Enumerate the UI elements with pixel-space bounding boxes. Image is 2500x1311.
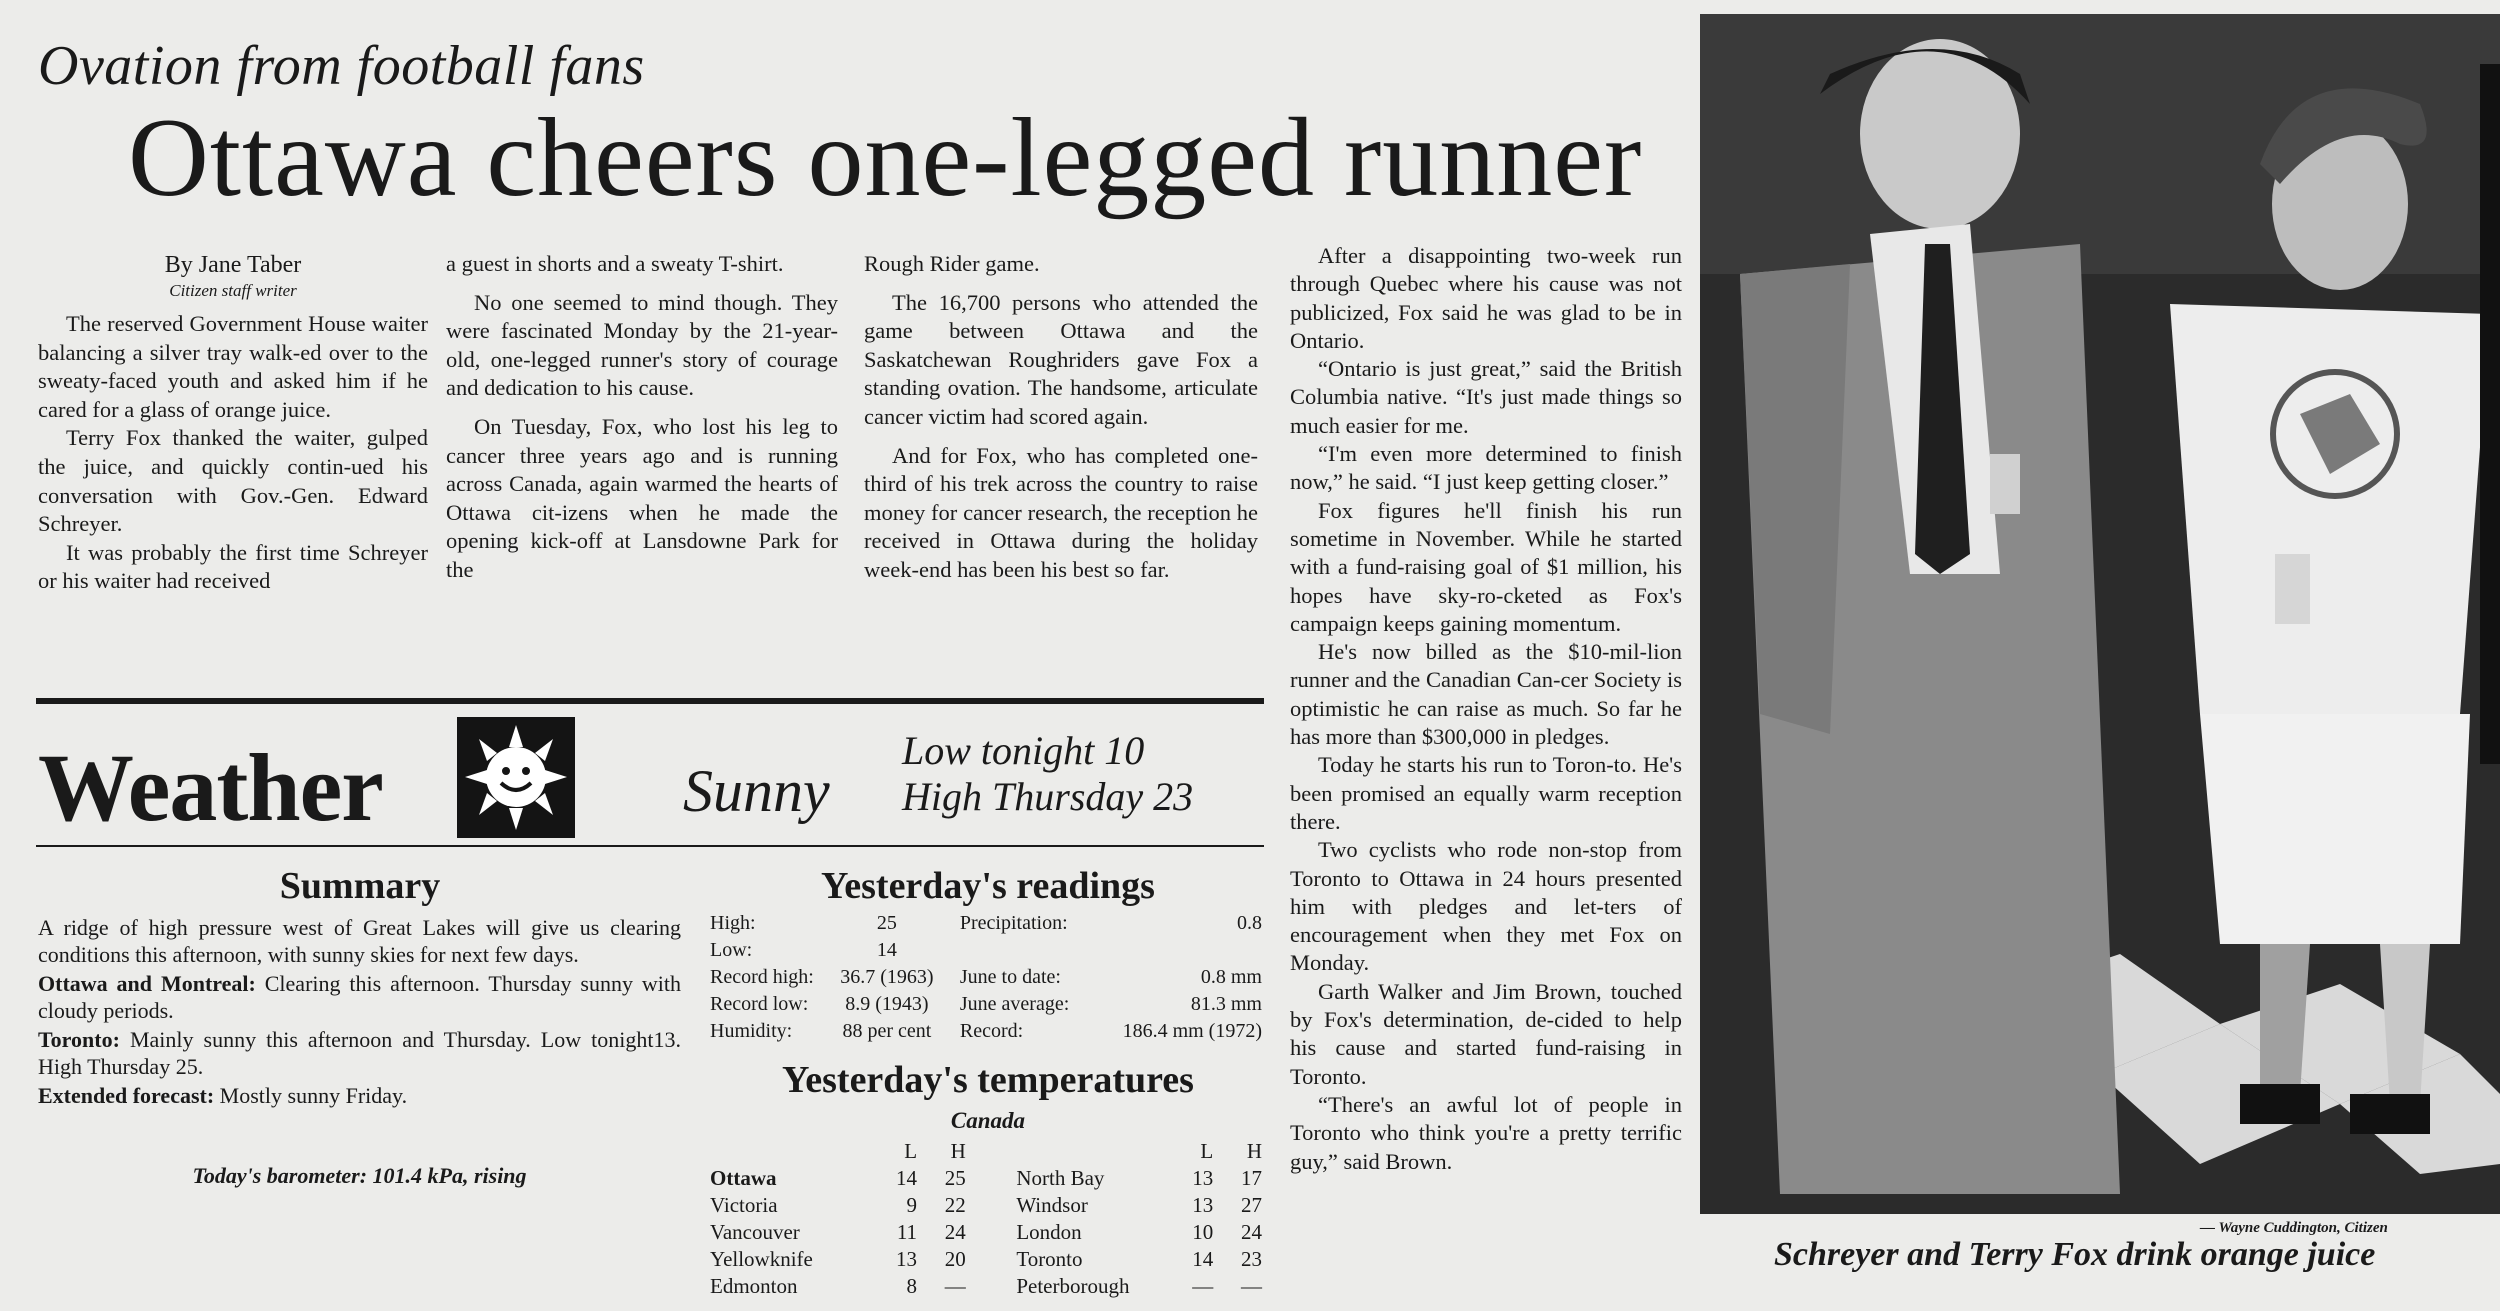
table-row [706, 1246, 1266, 1273]
high-temp: 17 [1241, 1166, 1262, 1190]
paragraph: Today he starts his run to Toron-to. He's been promised an equally warm reception there. [1290, 752, 1682, 834]
sun-icon [457, 717, 575, 838]
high-temp: 22 [944, 1193, 966, 1217]
readings-table [706, 910, 1266, 1045]
city: Vancouver [710, 1220, 800, 1244]
reading-label: Record high: [710, 966, 814, 988]
reading-label: Record: [959, 1020, 1024, 1042]
col-high-header: H [950, 1139, 966, 1163]
low-temp: — [1192, 1274, 1214, 1298]
summary [38, 914, 681, 1111]
paragraph: On Tuesday, Fox, who lost his leg to cancer three years ago and is running across Canada, again warmed the hearts of Ottawa cit-izens when he made the opening kick-off at Lansdowne Park for the [446, 413, 838, 582]
reading-value: 25 [876, 912, 897, 934]
low-temp: 10 [1192, 1220, 1214, 1244]
high-temp: 23 [1241, 1247, 1262, 1271]
paragraph: And for Fox, who has completed one-third of his trek across the country to raise money for cancer research, the reception he received in Ottawa during the holiday week-end has been his best so far. [864, 442, 1258, 582]
paragraph: “There's an awful lot of people in Toronto who think you're a pretty terrific guy,” said Brown. [1290, 1091, 1682, 1174]
reading-label: Record low: [710, 993, 809, 1015]
headline: Ottawa cheers one-legged runner [128, 96, 1643, 220]
reading-value: 0.8 [1237, 912, 1262, 934]
paragraph: It was probably the first time Schreyer or his waiter had received [38, 539, 428, 594]
paragraph: Two cyclists who rode non-stop from Toronto to Ottawa in 24 hours presented him with pledges and let-ters of encouragement when they met Fox on Monday. [1290, 837, 1682, 976]
article-column-4 [1290, 242, 1682, 1176]
article-column-2 [446, 250, 838, 585]
low-temp: 8 [906, 1274, 918, 1298]
region-text: Clearing this afternoon. Thursday sunny with cloudy periods. [38, 971, 681, 1023]
table-row [706, 1018, 1266, 1045]
paragraph: Rough Rider game. [864, 251, 1040, 276]
reading-label: Precipitation: [959, 912, 1068, 934]
high-temp: 25 [944, 1166, 966, 1190]
photo-credit: — Wayne Cuddington, Citizen [2200, 1220, 2388, 1236]
reading-value: 0.8 mm [1200, 966, 1262, 988]
low-temp: 14 [896, 1166, 918, 1190]
paragraph: No one seemed to mind though. They were fascinated Monday by the 21-year-old, one-legged runner's story of courage and dedication to his cause. [446, 289, 838, 401]
reading-label: High: [710, 912, 756, 934]
region-forecast [38, 1082, 681, 1109]
high-temp: — [1241, 1274, 1262, 1298]
paragraph: Garth Walker and Jim Brown, touched by Fox's determination, de-cided to help his cause and started fund-raising in Toronto. [1290, 978, 1682, 1089]
paragraph: Terry Fox thanked the waiter, gulped the juice, and quickly contin-ued his conversation with Gov.-Gen. Edward Schreyer. [38, 425, 428, 537]
reading-label [956, 937, 1114, 964]
byline-role: Citizen staff writer [169, 281, 297, 300]
temperatures-title: Yesterday's temperatures [782, 1059, 1194, 1101]
paragraph: He's now billed as the $10-mil-lion runner and the Canadian Can-cer Society is optimistic he can raise as much. So far he has more than $300,000 in pledges. [1290, 639, 1682, 750]
table-row [706, 1192, 1266, 1219]
reading-value [1114, 937, 1266, 964]
low-temp: 13 [1192, 1166, 1214, 1190]
reading-value: 14 [876, 939, 897, 961]
col-low-header: L [1200, 1139, 1214, 1163]
table-row [706, 910, 1266, 937]
paragraph: Fox figures he'll finish his run sometime in November. While he started with a fund-raising goal of $1 million, his hopes have sky-ro-cketed as Fox's campaign keeps gaining momentum. [1290, 497, 1682, 636]
paragraph: After a disappointing two-week run through Quebec where his cause was not publicized, Fox said he was glad to be in Ontario. [1290, 243, 1682, 353]
reading-label: June to date: [959, 966, 1061, 988]
low-tonight: Low tonight 10 [902, 728, 1145, 773]
weather-title: Weather [38, 734, 383, 841]
article-column-1 [38, 250, 428, 596]
region-forecast [38, 970, 681, 1024]
city: Edmonton [710, 1274, 798, 1298]
table-row [706, 964, 1266, 991]
region-label: Ottawa and Montreal: [38, 971, 256, 996]
high-temp: — [944, 1274, 966, 1298]
city: Windsor [1016, 1193, 1088, 1217]
weather-top-rule [36, 698, 1264, 704]
high-temp: 20 [944, 1247, 966, 1271]
reading-label: Low: [710, 939, 753, 961]
low-temp: 13 [1192, 1193, 1214, 1217]
high-temp: 24 [1241, 1220, 1262, 1244]
reading-label: Humidity: [710, 1020, 793, 1042]
table-row [706, 991, 1266, 1018]
city: Toronto [1016, 1247, 1083, 1271]
reading-value: 186.4 mm (1972) [1122, 1020, 1262, 1042]
city: Yellowknife [710, 1247, 813, 1271]
summary-title: Summary [279, 865, 441, 907]
temperatures-table [706, 1138, 1266, 1300]
paragraph: The 16,700 persons who attended the game between Ottawa and the Saskatchewan Roughriders gave Fox a standing ovation. The handsome, articulate cancer victim had scored again. [864, 289, 1258, 429]
table-row [706, 1165, 1266, 1192]
region-label: Toronto: [38, 1027, 120, 1052]
weather-divider [36, 845, 1264, 847]
table-row [706, 1219, 1266, 1246]
news-photo [1700, 14, 2500, 1214]
region-text: Mostly sunny Friday. [214, 1083, 408, 1108]
region-label: Extended forecast: [38, 1083, 215, 1108]
low-temp: 13 [896, 1247, 918, 1271]
city: London [1016, 1220, 1082, 1244]
low-temp: 11 [896, 1220, 918, 1244]
readings-title: Yesterday's readings [821, 865, 1155, 907]
temperatures-subtitle: Canada [950, 1108, 1026, 1133]
city: Peterborough [1016, 1274, 1130, 1298]
paragraph: a guest in shorts and a sweaty T-shirt. [446, 251, 784, 276]
reading-value: 81.3 mm [1190, 993, 1262, 1015]
article-column-3 [864, 250, 1258, 585]
low-temp: 9 [906, 1193, 918, 1217]
high-temp: 24 [944, 1220, 966, 1244]
paragraph: “Ontario is just great,” said the British Columbia native. “It's just made things so much easier for me. [1290, 356, 1682, 438]
weather-condition: Sunny [683, 758, 830, 824]
low-high-forecast [902, 728, 1193, 820]
high-thursday: High Thursday 23 [902, 774, 1194, 819]
paragraph: “I'm even more determined to finish now,” he said. “I just keep getting closer.” [1290, 441, 1682, 495]
city: North Bay [1016, 1166, 1105, 1190]
table-header [706, 1138, 1266, 1165]
barometer: Today's barometer: 101.4 kPa, rising [192, 1163, 527, 1188]
summary-text: A ridge of high pressure west of Great Lakes will give us clearing conditions this afternoon, with sunny skies for next few days. [38, 915, 681, 967]
col-low-header: L [904, 1139, 918, 1163]
reading-value: 88 per cent [842, 1020, 932, 1042]
low-temp: 14 [1192, 1247, 1214, 1271]
table-row [706, 937, 1266, 964]
paragraph: The reserved Government House waiter balancing a silver tray walk-ed over to the sweaty-faced youth and asked him if he cared for a glass of orange juice. [38, 311, 428, 422]
reading-label: June average: [959, 993, 1070, 1015]
kicker: Ovation from football fans [38, 35, 645, 97]
region-forecast [38, 1026, 681, 1080]
byline: By Jane Taber [164, 252, 302, 278]
reading-value: 8.9 (1943) [845, 993, 929, 1015]
reading-value: 36.7 (1963) [840, 966, 934, 988]
table-row [706, 1273, 1266, 1300]
high-temp: 27 [1241, 1193, 1262, 1217]
city: Ottawa [710, 1166, 777, 1190]
city: Victoria [710, 1193, 778, 1217]
col-high-header: H [1246, 1139, 1262, 1163]
region-text: Mainly sunny this afternoon and Thursday. Low tonight13. High Thursday 25. [38, 1027, 681, 1079]
photo-caption: Schreyer and Terry Fox drink orange juice [1774, 1236, 2376, 1273]
